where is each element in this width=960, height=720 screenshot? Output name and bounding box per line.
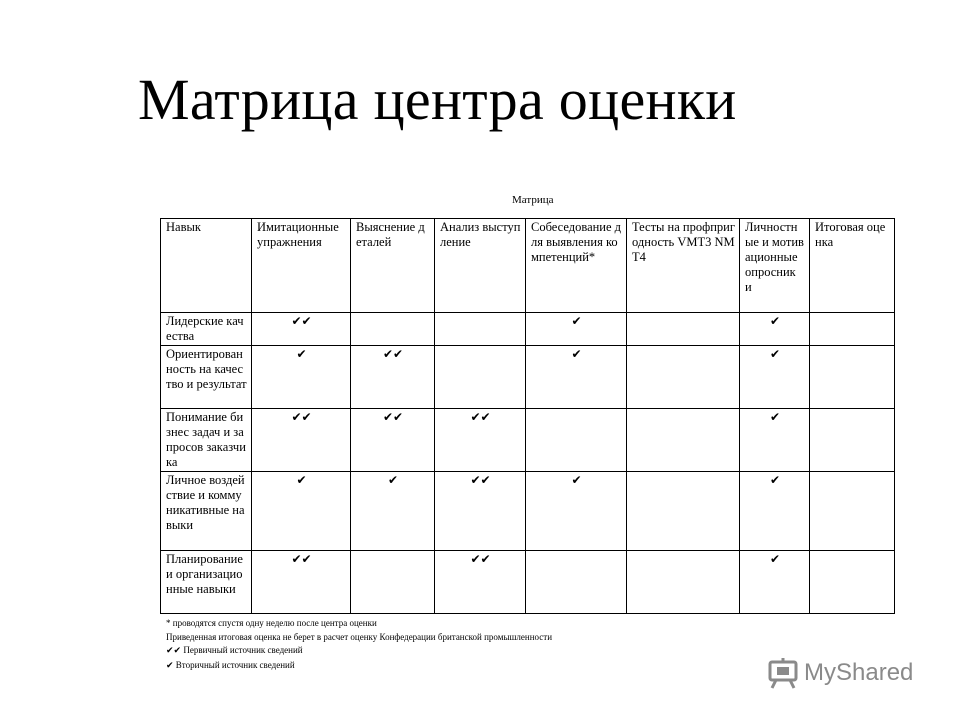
header-simulation-exercises: Имитационные упражнения bbox=[252, 219, 351, 313]
legend-primary bbox=[166, 644, 552, 659]
header-fact-finding: Выяснение деталей bbox=[351, 219, 435, 313]
check-mark-cell: ✔ bbox=[252, 472, 351, 551]
check-mark-cell: ✔✔ bbox=[435, 472, 526, 551]
check-mark-cell: ✔ bbox=[740, 472, 810, 551]
check-mark-cell: ✔✔ bbox=[252, 312, 351, 345]
header-aptitude-tests: Тесты на профпригодность VMT3 NMT4 bbox=[627, 219, 740, 313]
skill-cell: Планирование и организационные навыки bbox=[161, 550, 252, 613]
check-mark-cell: ✔ bbox=[740, 345, 810, 408]
assessment-matrix-table bbox=[160, 218, 895, 614]
skill-cell: Понимание бизнес задач и запросов заказчика bbox=[161, 408, 252, 471]
check-mark-cell bbox=[810, 312, 895, 345]
check-mark-cell bbox=[810, 408, 895, 471]
check-mark-cell: ✔ bbox=[526, 472, 627, 551]
check-mark-cell bbox=[627, 550, 740, 613]
check-mark-cell bbox=[810, 472, 895, 551]
check-mark-cell: ✔ bbox=[740, 312, 810, 345]
header-presentation-analysis: Анализ выступление bbox=[435, 219, 526, 313]
header-final-score: Итоговая оценка bbox=[810, 219, 895, 313]
check-mark-cell bbox=[810, 345, 895, 408]
table-row bbox=[161, 312, 895, 345]
check-mark-cell: ✔✔ bbox=[351, 345, 435, 408]
header-personality-questionnaires: Личностные и мотивационные опросник и bbox=[740, 219, 810, 313]
header-skill: Навык bbox=[161, 219, 252, 313]
check-mark-cell: ✔✔ bbox=[435, 550, 526, 613]
check-mark-cell bbox=[435, 312, 526, 345]
check-icon: ✔ bbox=[166, 660, 174, 671]
check-mark-cell: ✔ bbox=[740, 408, 810, 471]
check-mark-cell: ✔✔ bbox=[252, 550, 351, 613]
check-mark-cell: ✔✔ bbox=[435, 408, 526, 471]
table-row bbox=[161, 550, 895, 613]
table-caption: Матрица bbox=[512, 194, 554, 206]
skill-cell: Лидерские качества bbox=[161, 312, 252, 345]
skill-cell: Личное воздействие и коммуникативные навыки bbox=[161, 472, 252, 551]
legend-primary-label: Первичный источник сведений bbox=[183, 645, 303, 655]
presentation-board-icon bbox=[766, 656, 800, 690]
check-mark-cell: ✔ bbox=[252, 345, 351, 408]
skill-cell: Ориентированность на качество и результат bbox=[161, 345, 252, 408]
footnote-final-score: Приведенная итоговая оценка не берет в расчет оценку Конфедерации британской промышленности bbox=[166, 631, 553, 642]
watermark-brand: MyShared bbox=[804, 659, 914, 686]
table-row bbox=[161, 408, 895, 471]
check-mark-cell bbox=[526, 408, 627, 471]
table-footnotes bbox=[166, 617, 552, 673]
check-mark-cell bbox=[627, 408, 740, 471]
table-row bbox=[161, 345, 895, 408]
check-mark-cell bbox=[351, 550, 435, 613]
myshared-watermark bbox=[766, 656, 913, 690]
footnote-asterisk: * проводятся спустя одну неделю после центра оценки bbox=[166, 618, 377, 628]
header-competency-interview: Собеседование для выявления компетенций* bbox=[526, 219, 627, 313]
check-mark-cell bbox=[435, 345, 526, 408]
table-header-row bbox=[161, 219, 895, 313]
check-mark-cell bbox=[627, 472, 740, 551]
check-mark-cell bbox=[627, 312, 740, 345]
check-mark-cell: ✔ bbox=[351, 472, 435, 551]
check-mark-cell bbox=[627, 345, 740, 408]
check-mark-cell bbox=[526, 550, 627, 613]
legend-secondary-label: Вторичный источник сведений bbox=[175, 659, 295, 670]
check-mark-cell bbox=[810, 550, 895, 613]
check-mark-cell: ✔✔ bbox=[252, 408, 351, 471]
check-mark-cell: ✔ bbox=[526, 345, 627, 408]
legend-secondary bbox=[166, 659, 552, 674]
double-check-icon: ✔✔ bbox=[166, 646, 182, 656]
slide-title: Матрица центра оценки bbox=[138, 67, 737, 132]
table-row bbox=[161, 472, 895, 551]
check-mark-cell: ✔✔ bbox=[351, 408, 435, 471]
check-mark-cell: ✔ bbox=[526, 312, 627, 345]
check-mark-cell: ✔ bbox=[740, 550, 810, 613]
check-mark-cell bbox=[351, 312, 435, 345]
